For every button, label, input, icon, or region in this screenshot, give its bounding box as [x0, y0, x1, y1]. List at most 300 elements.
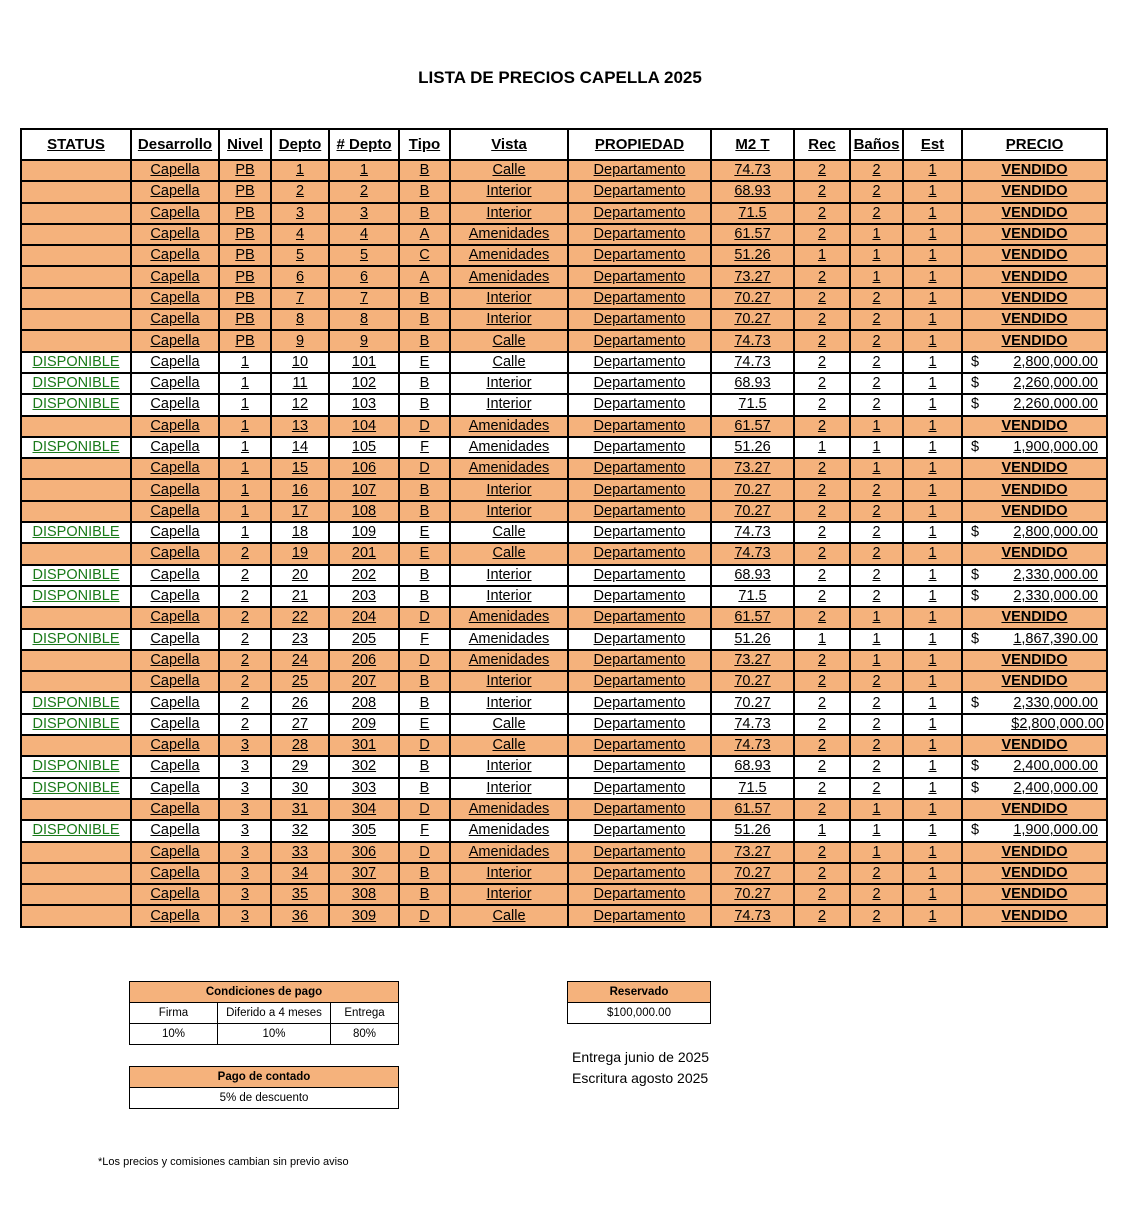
cell-rec: 2	[794, 692, 850, 713]
cell-desarrollo: Capella	[131, 501, 219, 522]
price-amount: 2,330,000.00	[1013, 694, 1098, 711]
cell-desarrollo: Capella	[131, 352, 219, 373]
cell-precio: VENDIDO	[962, 224, 1107, 245]
cell-tipo: B	[399, 479, 450, 500]
cell-banos: 2	[850, 501, 903, 522]
cell-banos: 2	[850, 160, 903, 181]
cell-propiedad: Departamento	[568, 458, 711, 479]
cell-m2: 74.73	[711, 330, 794, 351]
currency-symbol: $	[971, 694, 980, 711]
cell-est: 1	[903, 863, 962, 884]
cell-banos: 2	[850, 394, 903, 415]
cell-tipo: F	[399, 629, 450, 650]
currency-symbol: $	[971, 375, 980, 392]
cell-nivel: 1	[219, 352, 271, 373]
cell-num: 309	[329, 905, 399, 926]
cell-est: 1	[903, 458, 962, 479]
cell-est: 1	[903, 266, 962, 287]
table-row	[21, 181, 1107, 202]
cell-propiedad: Departamento	[568, 245, 711, 266]
cell-status: DISPONIBLE	[21, 692, 131, 713]
cell-rec: 1	[794, 437, 850, 458]
cell-num: 6	[329, 266, 399, 287]
cell-num: 104	[329, 416, 399, 437]
cell-precio	[962, 586, 1107, 607]
cell-precio: VENDIDO	[962, 203, 1107, 224]
cell-est: 1	[903, 245, 962, 266]
cell-num: 308	[329, 884, 399, 905]
cell-nivel: PB	[219, 288, 271, 309]
cell-nivel: 1	[219, 416, 271, 437]
cell-rec: 2	[794, 330, 850, 351]
cell-nivel: 3	[219, 863, 271, 884]
cell-banos: 2	[850, 714, 903, 735]
cell-num: 1	[329, 160, 399, 181]
cell-vista: Interior	[450, 203, 568, 224]
cell-est: 1	[903, 671, 962, 692]
cell-tipo: B	[399, 203, 450, 224]
cell-nivel: 2	[219, 565, 271, 586]
cell-precio: VENDIDO	[962, 458, 1107, 479]
cell-m2: 70.27	[711, 309, 794, 330]
delivery-notes	[572, 1047, 709, 1089]
cell-est: 1	[903, 756, 962, 777]
cell-num: 102	[329, 373, 399, 394]
cell-m2: 51.26	[711, 245, 794, 266]
cell-est: 1	[903, 650, 962, 671]
cell-num: 107	[329, 479, 399, 500]
cell-precio: VENDIDO	[962, 842, 1107, 863]
cell-tipo: E	[399, 543, 450, 564]
cell-desarrollo: Capella	[131, 373, 219, 394]
cell-m2: 70.27	[711, 479, 794, 500]
cell-status: DISPONIBLE	[21, 373, 131, 394]
header-status: STATUS	[21, 129, 131, 160]
cell-rec: 2	[794, 266, 850, 287]
cell-depto: 28	[271, 735, 329, 756]
cell-depto: 32	[271, 820, 329, 841]
cell-est: 1	[903, 501, 962, 522]
cell-est: 1	[903, 714, 962, 735]
cell-rec: 2	[794, 565, 850, 586]
cell-vista: Interior	[450, 373, 568, 394]
cell-status	[21, 479, 131, 500]
cell-nivel: 1	[219, 501, 271, 522]
price-amount: 1,900,000.00	[1013, 822, 1098, 839]
cash-payment-value: 5% de descuento	[130, 1088, 399, 1109]
cell-banos: 1	[850, 437, 903, 458]
cell-status: DISPONIBLE	[21, 714, 131, 735]
cell-depto: 30	[271, 778, 329, 799]
cell-propiedad: Departamento	[568, 266, 711, 287]
cell-rec: 1	[794, 245, 850, 266]
cell-desarrollo: Capella	[131, 735, 219, 756]
cell-nivel: PB	[219, 245, 271, 266]
cell-banos: 1	[850, 224, 903, 245]
cell-depto: 26	[271, 692, 329, 713]
cell-status	[21, 266, 131, 287]
cell-precio: VENDIDO	[962, 650, 1107, 671]
cell-precio	[962, 522, 1107, 543]
cell-num: 302	[329, 756, 399, 777]
cell-desarrollo: Capella	[131, 565, 219, 586]
cell-banos: 1	[850, 245, 903, 266]
cell-tipo: D	[399, 799, 450, 820]
table-row	[21, 330, 1107, 351]
cell-rec: 2	[794, 501, 850, 522]
cell-m2: 74.73	[711, 905, 794, 926]
cell-desarrollo: Capella	[131, 522, 219, 543]
cell-vista: Calle	[450, 352, 568, 373]
cell-vista: Amenidades	[450, 820, 568, 841]
price-amount: 2,800,000.00	[1013, 524, 1098, 541]
cell-desarrollo: Capella	[131, 160, 219, 181]
table-row	[21, 884, 1107, 905]
cell-propiedad: Departamento	[568, 309, 711, 330]
cell-precio: VENDIDO	[962, 288, 1107, 309]
cell-m2: 70.27	[711, 288, 794, 309]
cell-vista: Calle	[450, 543, 568, 564]
cell-rec: 2	[794, 458, 850, 479]
cell-desarrollo: Capella	[131, 224, 219, 245]
cell-num: 9	[329, 330, 399, 351]
cell-vista: Interior	[450, 501, 568, 522]
cell-m2: 51.26	[711, 629, 794, 650]
cell-nivel: 1	[219, 479, 271, 500]
cell-num: 301	[329, 735, 399, 756]
cell-rec: 2	[794, 714, 850, 735]
cell-nivel: 2	[219, 629, 271, 650]
cell-vista: Calle	[450, 330, 568, 351]
price-amount: 2,400,000.00	[1013, 779, 1098, 796]
cash-payment-title: Pago de contado	[130, 1067, 399, 1088]
cell-tipo: B	[399, 330, 450, 351]
cell-m2: 68.93	[711, 373, 794, 394]
cell-vista: Interior	[450, 309, 568, 330]
cell-est: 1	[903, 224, 962, 245]
currency-symbol: $	[971, 566, 980, 583]
cell-depto: 3	[271, 203, 329, 224]
cell-rec: 2	[794, 224, 850, 245]
cell-rec: 2	[794, 352, 850, 373]
cell-m2: 73.27	[711, 458, 794, 479]
cell-desarrollo: Capella	[131, 629, 219, 650]
cell-m2: 74.73	[711, 714, 794, 735]
cell-nivel: 1	[219, 522, 271, 543]
cell-status: DISPONIBLE	[21, 629, 131, 650]
cell-propiedad: Departamento	[568, 352, 711, 373]
header-rec: Rec	[794, 129, 850, 160]
cell-depto: 27	[271, 714, 329, 735]
cell-m2: 74.73	[711, 543, 794, 564]
cell-vista: Amenidades	[450, 266, 568, 287]
cell-depto: 25	[271, 671, 329, 692]
cell-m2: 68.93	[711, 181, 794, 202]
cell-m2: 74.73	[711, 735, 794, 756]
cell-tipo: C	[399, 245, 450, 266]
table-row	[21, 501, 1107, 522]
cell-rec: 2	[794, 203, 850, 224]
table-row	[21, 437, 1107, 458]
price-table	[20, 128, 1108, 928]
cell-rec: 2	[794, 181, 850, 202]
header-banos: Baños	[850, 129, 903, 160]
cell-desarrollo: Capella	[131, 692, 219, 713]
cell-depto: 29	[271, 756, 329, 777]
cell-depto: 21	[271, 586, 329, 607]
cell-vista: Interior	[450, 884, 568, 905]
cell-precio: VENDIDO	[962, 735, 1107, 756]
table-row	[21, 458, 1107, 479]
table-row	[21, 245, 1107, 266]
cell-depto: 10	[271, 352, 329, 373]
cell-desarrollo: Capella	[131, 416, 219, 437]
cell-rec: 2	[794, 160, 850, 181]
table-row	[21, 309, 1107, 330]
cell-depto: 5	[271, 245, 329, 266]
cell-banos: 2	[850, 565, 903, 586]
cell-num: 203	[329, 586, 399, 607]
cell-est: 1	[903, 203, 962, 224]
cell-num: 7	[329, 288, 399, 309]
cell-m2: 74.73	[711, 522, 794, 543]
cell-banos: 1	[850, 842, 903, 863]
cell-propiedad: Departamento	[568, 288, 711, 309]
cell-depto: 17	[271, 501, 329, 522]
header-depto: Depto	[271, 129, 329, 160]
cell-status	[21, 501, 131, 522]
cell-tipo: E	[399, 522, 450, 543]
cell-tipo: E	[399, 714, 450, 735]
cell-rec: 2	[794, 543, 850, 564]
cell-m2: 70.27	[711, 863, 794, 884]
header-est: Est	[903, 129, 962, 160]
cell-desarrollo: Capella	[131, 458, 219, 479]
cell-tipo: B	[399, 863, 450, 884]
table-row	[21, 522, 1107, 543]
cell-depto: 13	[271, 416, 329, 437]
cell-est: 1	[903, 394, 962, 415]
cell-est: 1	[903, 416, 962, 437]
cell-depto: 8	[271, 309, 329, 330]
cell-status: DISPONIBLE	[21, 437, 131, 458]
table-row	[21, 905, 1107, 926]
cell-nivel: PB	[219, 309, 271, 330]
cell-depto: 16	[271, 479, 329, 500]
cell-precio	[962, 373, 1107, 394]
cell-precio: VENDIDO	[962, 330, 1107, 351]
cell-num: 306	[329, 842, 399, 863]
currency-symbol: $	[971, 758, 980, 775]
cell-depto: 33	[271, 842, 329, 863]
cell-desarrollo: Capella	[131, 863, 219, 884]
cell-propiedad: Departamento	[568, 160, 711, 181]
table-row	[21, 842, 1107, 863]
cell-status	[21, 671, 131, 692]
cell-vista: Interior	[450, 288, 568, 309]
header-nivel: Nivel	[219, 129, 271, 160]
cell-precio	[962, 820, 1107, 841]
price-amount: 1,900,000.00	[1013, 439, 1098, 455]
price-amount: 2,260,000.00	[1013, 396, 1098, 413]
cell-m2: 73.27	[711, 842, 794, 863]
cell-desarrollo: Capella	[131, 479, 219, 500]
cell-vista: Calle	[450, 522, 568, 543]
cell-est: 1	[903, 288, 962, 309]
cell-precio: VENDIDO	[962, 501, 1107, 522]
cell-nivel: 3	[219, 842, 271, 863]
cell-status	[21, 607, 131, 628]
cell-rec: 2	[794, 288, 850, 309]
cell-m2: 71.5	[711, 778, 794, 799]
cell-est: 1	[903, 735, 962, 756]
cell-rec: 2	[794, 650, 850, 671]
cell-rec: 2	[794, 778, 850, 799]
cell-num: 209	[329, 714, 399, 735]
cell-est: 1	[903, 352, 962, 373]
cell-tipo: B	[399, 692, 450, 713]
cell-tipo: B	[399, 160, 450, 181]
cell-vista: Calle	[450, 735, 568, 756]
cell-propiedad: Departamento	[568, 479, 711, 500]
cell-vista: Interior	[450, 181, 568, 202]
currency-symbol: $	[971, 630, 980, 647]
cell-tipo: B	[399, 884, 450, 905]
cell-vista: Interior	[450, 479, 568, 500]
table-row	[21, 224, 1107, 245]
table-row	[21, 416, 1107, 437]
cell-rec: 2	[794, 416, 850, 437]
cell-precio: VENDIDO	[962, 799, 1107, 820]
cell-depto: 36	[271, 905, 329, 926]
price-amount: 2,400,000.00	[1013, 758, 1098, 775]
cell-desarrollo: Capella	[131, 650, 219, 671]
cell-est: 1	[903, 799, 962, 820]
cell-nivel: PB	[219, 266, 271, 287]
table-row	[21, 352, 1107, 373]
cell-banos: 2	[850, 543, 903, 564]
cell-propiedad: Departamento	[568, 522, 711, 543]
cell-banos: 1	[850, 820, 903, 841]
cell-est: 1	[903, 629, 962, 650]
currency-symbol: $	[971, 524, 980, 541]
cell-status: DISPONIBLE	[21, 586, 131, 607]
cell-desarrollo: Capella	[131, 181, 219, 202]
cell-depto: 34	[271, 863, 329, 884]
cell-propiedad: Departamento	[568, 543, 711, 564]
page-title: LISTA DE PRECIOS CAPELLA 2025	[418, 68, 702, 87]
cell-tipo: D	[399, 650, 450, 671]
cell-desarrollo: Capella	[131, 437, 219, 458]
cell-tipo: B	[399, 756, 450, 777]
table-row	[21, 778, 1107, 799]
table-row	[21, 650, 1107, 671]
cell-vista: Interior	[450, 692, 568, 713]
cell-propiedad: Departamento	[568, 714, 711, 735]
cell-m2: 68.93	[711, 756, 794, 777]
cell-banos: 2	[850, 905, 903, 926]
cell-nivel: 2	[219, 714, 271, 735]
cell-est: 1	[903, 565, 962, 586]
cell-est: 1	[903, 522, 962, 543]
cell-status	[21, 905, 131, 926]
cell-rec: 1	[794, 820, 850, 841]
cell-rec: 2	[794, 479, 850, 500]
currency-symbol: $	[971, 396, 980, 413]
cell-nivel: 2	[219, 586, 271, 607]
cell-num: 207	[329, 671, 399, 692]
header-desarrollo: Desarrollo	[131, 129, 219, 160]
cash-payment-table	[129, 1066, 399, 1109]
table-row	[21, 799, 1107, 820]
cell-nivel: 1	[219, 373, 271, 394]
cell-nivel: 2	[219, 671, 271, 692]
cell-est: 1	[903, 543, 962, 564]
cell-banos: 1	[850, 629, 903, 650]
cell-status: DISPONIBLE	[21, 522, 131, 543]
condition-label-entrega: Entrega	[331, 1003, 399, 1024]
cell-nivel: 3	[219, 778, 271, 799]
cell-propiedad: Departamento	[568, 629, 711, 650]
cell-status	[21, 842, 131, 863]
cell-depto: 23	[271, 629, 329, 650]
cell-desarrollo: Capella	[131, 820, 219, 841]
cell-m2: 68.93	[711, 565, 794, 586]
cell-vista: Amenidades	[450, 437, 568, 458]
cell-vista: Interior	[450, 863, 568, 884]
cell-propiedad: Departamento	[568, 884, 711, 905]
table-row	[21, 863, 1107, 884]
reserved-table	[567, 981, 711, 1024]
cell-desarrollo: Capella	[131, 842, 219, 863]
cell-vista: Interior	[450, 586, 568, 607]
cell-nivel: 3	[219, 756, 271, 777]
cell-desarrollo: Capella	[131, 266, 219, 287]
cell-precio: VENDIDO	[962, 543, 1107, 564]
table-row	[21, 394, 1107, 415]
cell-rec: 2	[794, 309, 850, 330]
cell-banos: 1	[850, 266, 903, 287]
cell-vista: Interior	[450, 671, 568, 692]
cell-tipo: B	[399, 778, 450, 799]
cell-precio: VENDIDO	[962, 416, 1107, 437]
cell-est: 1	[903, 373, 962, 394]
header-precio: PRECIO	[962, 129, 1107, 160]
cell-vista: Amenidades	[450, 458, 568, 479]
cell-precio: VENDIDO	[962, 245, 1107, 266]
header-tipo: Tipo	[399, 129, 450, 160]
currency-symbol: $	[971, 353, 980, 370]
cell-precio	[962, 352, 1107, 373]
table-row	[21, 565, 1107, 586]
currency-symbol: $	[971, 822, 980, 839]
cell-depto: 7	[271, 288, 329, 309]
cell-propiedad: Departamento	[568, 607, 711, 628]
header-vista: Vista	[450, 129, 568, 160]
cell-status	[21, 799, 131, 820]
cell-tipo: A	[399, 224, 450, 245]
delivery-date: Entrega junio de 2025	[572, 1049, 709, 1065]
cell-rec: 2	[794, 884, 850, 905]
cell-desarrollo: Capella	[131, 543, 219, 564]
cell-rec: 2	[794, 671, 850, 692]
cell-status: DISPONIBLE	[21, 820, 131, 841]
cell-tipo: B	[399, 309, 450, 330]
header-num-depto: # Depto	[329, 129, 399, 160]
cell-num: 5	[329, 245, 399, 266]
cell-propiedad: Departamento	[568, 373, 711, 394]
cell-vista: Amenidades	[450, 650, 568, 671]
